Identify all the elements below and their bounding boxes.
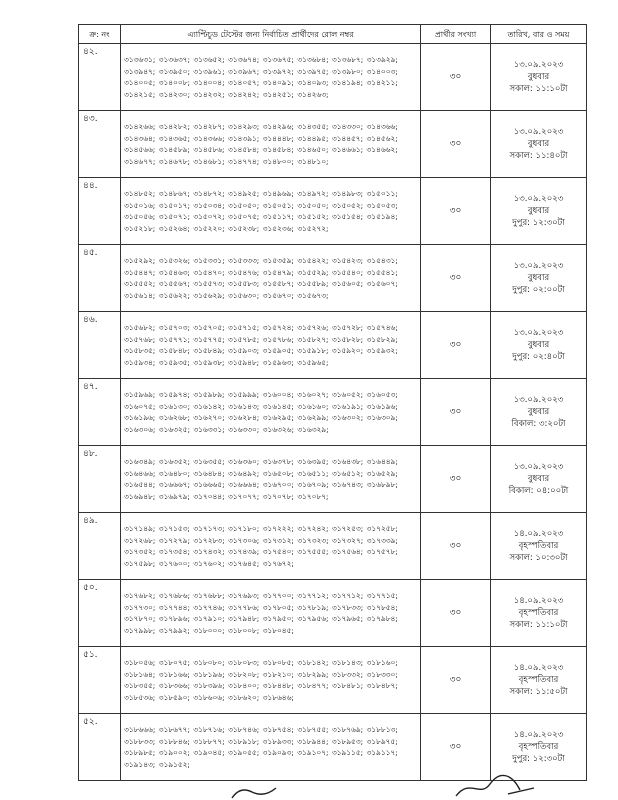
table-row <box>79 44 587 111</box>
exam-time: সকাল: ১১:১০টা <box>509 84 568 94</box>
serial-number: ৪৮. <box>79 446 121 513</box>
serial-number: ৪৬. <box>79 312 121 379</box>
exam-date: ১৪.০৯.২০২৩ <box>513 663 564 673</box>
roll-numbers: ৩১৬৩৪৯; ৩১৬৩৫২; ৩১৬৩৫৫; ৩১৬৩৬০; ৩১৬৩৭৮; ৩১৬৩৯৫; ৩১৬৪৩৮; ৩১৬৪৪৯; ৩১৬৪৬৬; ৩১৬৪৮০; ৩১৬৪৮৪; ৩১৬৪৯২; ৩১৬৫০৮; ৩১৬৫১১; ৩১৬৫১২; ৩১৬৫২৯; ৩১৬৫৪৪; ৩১৬৬৬৭; ৩১৬৬৬৫; ৩১৬৬৬৪; ৩১৬৭০০; ৩১৬৭০৯; ৩১৬৭৪৩; ৩১৬৮৯৮; ৩১৬৯৪৮; ৩১৬৯৭৯; ৩১৭০৪৪; ৩১৭০৭৭; ৩১৭০৭৮; ৩১৭০৮৭; <box>121 446 421 513</box>
date-time-cell <box>491 379 587 446</box>
exam-time: দুপুর: ০২:০০টা <box>512 285 565 295</box>
roll-numbers: ৩১৩৬৩১; ৩১৩৬৩৭; ৩১৩৬৫২; ৩১৩৬৭৪; ৩১৩৬৭৫; ৩১৩৬৮৪; ৩১৩৬৮৭; ৩১৩৯২৯; ৩১৩৯৪৭; ৩১৩৯৫০; ৩১৩৯৬১; ৩১৩৯৬৭; ৩১৩৯৭২; ৩১৩৯৭৫; ৩১৩৯৮০; ৩১৪০০৩; ৩১৪০০৫; ৩১৪০০৮; ৩১৪০০৪; ৩১৪০৫৭; ৩১৪০৯১; ৩১৪০৯৩; ৩১৪১৯৪; ৩১৪২১১; ৩১৪২১৫; ৩১৪২৩০; ৩১৪২৩২; ৩১৪২৪২; ৩১৪২৫১; ৩১৪২৬৩; <box>121 44 421 111</box>
exam-day: বুধবার <box>527 72 550 82</box>
candidate-count: ৩০ <box>421 446 491 513</box>
header-date-day-time: তারিখ, বার ও সময় <box>491 25 587 44</box>
candidate-count: ৩০ <box>421 513 491 580</box>
table-row <box>79 111 587 178</box>
table-row <box>79 446 587 513</box>
exam-day: বুধবার <box>527 206 550 216</box>
table-row <box>79 647 587 714</box>
roll-numbers: ৩১৫২৯২; ৩১৫৩২৬; ৩১৫৩৩১; ৩১৫৩৩৩; ৩১৫৩৫৯; ৩১৫৪২২; ৩১৫৪২৩; ৩১৫৪৩১; ৩১৫৪৪৭; ৩১৫৪৬৩; ৩১৫৪৭০; ৩১৫৪৭৬; ৩১৫৪৭৯; ৩১৫৫২৯; ৩১৫৫৪০; ৩১৫৫৪১; ৩১৫৫৫২; ৩১৫৫৬৭; ৩১৫৫৭৩; ৩১৫৫৮৩; ৩১৫৫৮৭; ৩১৫৫৮৯; ৩১৫৬০৫; ৩১৫৬০৭; ৩১৫৬১৪; ৩১৫৬২২; ৩১৫৬২৯; ৩১৫৬৩০; ৩১৫৬৭০; ৩১৫৬৭৩; <box>121 245 421 312</box>
candidate-count: ৩০ <box>421 245 491 312</box>
roll-numbers: ৩১৫৬৮২; ৩১৫৭০৩; ৩১৫৭০৫; ৩১৫৭১৫; ৩১৫৭২৪; ৩১৫৭২৬; ৩১৫৭২৮; ৩১৫৭৪৬; ৩১৫৭৬৮; ৩১৫৭৭১; ৩১৫৭৭৫; ৩১৫৭৮৫; ৩১৫৭৮৬; ৩১৫৮২৭; ৩১৫৮২৮; ৩১৫৮২৯; ৩১৫৮৩৫; ৩১৫৮৪৮; ৩১৫৮৪৯; ৩১৫৯০৩; ৩১৫৯০৫; ৩১৫৯১৮; ৩১৫৯২০; ৩১৫৯৩২; ৩১৫৯৩৪; ৩১৫৯৩৫; ৩১৫৯৩৮; ৩১৫৯৪৮; ৩১৫৯৬৩; ৩১৫৯৬৫; <box>121 312 421 379</box>
date-time-cell <box>491 312 587 379</box>
candidate-count: ৩০ <box>421 714 491 781</box>
exam-day: বুধবার <box>527 340 550 350</box>
date-time-cell <box>491 580 587 647</box>
roll-numbers: ৩১৪২৬৬; ৩১৪২৮২; ৩১৪২৮৭; ৩১৪২৯৩; ৩১৪২৯৬; ৩১৪৩৫৫; ৩১৪৩৩০; ৩১৪৩৬৬; ৩১৪৩৬৪; ৩১৪৩৬৫; ৩১৪৩৬৬; ৩১৪৩৯১; ৩১৪৪৪৮; ৩১৪৪৯৫; ৩১৪৪৫৭; ৩১৪৫৬২; ৩১৪৫৬৬; ৩১৪৫৮৯; ৩১৪৫৮৬; ৩১৪৫৮৪; ৩১৪৫৮৪; ৩১৪৬৫০; ৩১৪৬৬১; ৩১৪৬৬২; ৩১৪৬৭৭; ৩১৪৬৭৮; ৩১৪৬৮১; ৩১৪৭৭৪; ৩১৪৮০০; ৩১৪৮১০; <box>121 111 421 178</box>
signature-icon <box>450 770 540 800</box>
serial-number: ৪২. <box>79 44 121 111</box>
exam-time: সকাল: ১১:১০টা <box>509 620 568 630</box>
serial-number: ৪৭. <box>79 379 121 446</box>
exam-date: ১৩.০৯.২০২৩ <box>513 194 564 204</box>
table-row <box>79 379 587 446</box>
candidate-count: ৩০ <box>421 580 491 647</box>
roll-numbers: ৩১৮০৫৬; ৩১৮০৭৫; ৩১৮০৮০; ৩১৮০৮৩; ৩১৮০৮৫; ৩১৮১৪২; ৩১৮১৪৩; ৩১৮১৬০; ৩১৮১৬৪; ৩১৮১৬৬; ৩১৮১৯৬; ৩১৮২০৮; ৩১৮২১০; ৩১৮২৯৯; ৩১৮৩৩২; ৩১৮৩৩০; ৩১৮৩৫৫; ৩১৮৩৬৬; ৩১৮৩৯৬; ৩১৮৪০০; ৩১৮৪৪৮; ৩১৮৪৭৭; ৩১৮৪৮১; ৩১৮৪৮৭; ৩১৮৫৩৬; ৩১৮৫৯০; ৩১৮৬০৬; ৩১৮৬২০; ৩১৮৬৪৬; <box>121 647 421 714</box>
exam-day: বুধবার <box>527 474 550 484</box>
exam-date: ১৩.০৯.২০২৩ <box>513 328 564 338</box>
exam-date: ১৩.০৯.২০২৩ <box>513 60 564 70</box>
header-row <box>79 25 587 44</box>
table-row <box>79 580 587 647</box>
candidate-count: ৩০ <box>421 111 491 178</box>
date-time-cell <box>491 44 587 111</box>
exam-time: দুপুর: ০২:৪০টা <box>512 352 565 362</box>
candidate-count: ৩০ <box>421 312 491 379</box>
exam-day: বুধবার <box>527 407 550 417</box>
date-time-cell <box>491 111 587 178</box>
exam-date: ১৩.০৯.২০২৩ <box>513 127 564 137</box>
exam-time: সকাল: ১১:৫০টা <box>509 687 568 697</box>
exam-time: বিকাল: ০৪:০০টা <box>508 486 569 496</box>
exam-time: দুপুর: ১২:৩০টা <box>512 218 565 228</box>
exam-date: ১৪.০৯.২০২৩ <box>513 596 564 606</box>
header-roll-numbers: এ্যাপ্টিচুড টেস্টের জন্য নির্বাচিত প্রার্থীদের রোল নম্বর <box>121 25 421 44</box>
table-row <box>79 245 587 312</box>
candidate-count: ৩০ <box>421 44 491 111</box>
roll-numbers: ৩১৫৯৬৯; ৩১৫৯৭৪; ৩১৫৯৮৯; ৩১৫৯৯৯; ৩১৬০০৪; ৩১৬০২৭; ৩১৬০৫২; ৩১৬০৫৩; ৩১৬০৭৫; ৩১৬১৩০; ৩১৬১৪২; ৩১৬১৪৩; ৩১৬১৪৫; ৩১৬১৬০; ৩১৬১৯১; ৩১৬১৯৬; ৩১৬১৯৬; ৩১৬২৬৮; ৩১৬২৭০; ৩১৬২৮৪; ৩১৬২৯৫; ৩১৬২৯৯; ৩১৬৩০২; ৩১৬৩০৯; ৩১৬৩০৬; ৩১৬৩২৫; ৩১৬৩৩১; ৩১৬৩৩০; ৩১৬৩২৬; ৩১৬৩২৯; <box>121 379 421 446</box>
date-time-cell <box>491 446 587 513</box>
table-row <box>79 513 587 580</box>
exam-date: ১৪.০৯.২০২৩ <box>513 529 564 539</box>
candidate-count: ৩০ <box>421 379 491 446</box>
table-row <box>79 312 587 379</box>
header-candidate-count: প্রার্থীর সংখ্যা <box>421 25 491 44</box>
exam-date: ১৪.০৯.২০২৩ <box>513 730 564 740</box>
roll-numbers: ৩১৭১৪৯; ৩১৭১৫৩; ৩১৭১৭৩; ৩১৭১৮০; ৩১৭২২২; ৩১৭২৪২; ৩১৭২৫৩; ৩১৭২৫৮; ৩১৭২৬৮; ৩১৭২৭৯; ৩১৭২৮৩; ৩১৭৩০৬; ৩১৭৩১২; ৩১৭৩২৩; ৩১৭৩২৭; ৩১৭৩৩৯; ৩১৭৩৫২; ৩১৭৩৫৪; ৩১৭৪৩২; ৩১৭৪৩৯; ৩১৭৫৪০; ৩১৭৫৫৫; ৩১৭৫৬৪; ৩১৭৫৭৮; ৩১৭৫৯৮; ৩১৭৬০০; ৩১৭৬০২; ৩১৭৬৪৫; ৩১৭৬৭২; <box>121 513 421 580</box>
exam-time: সকাল: ১১:৪০টা <box>509 151 568 161</box>
serial-number: ৪৪. <box>79 178 121 245</box>
exam-day: বৃহস্পতিবার <box>518 675 559 685</box>
date-time-cell <box>491 513 587 580</box>
exam-date: ১৩.০৯.২০২৩ <box>513 395 564 405</box>
exam-day: বৃহস্পতিবার <box>518 742 559 752</box>
candidate-count: ৩০ <box>421 647 491 714</box>
candidate-count: ৩০ <box>421 178 491 245</box>
serial-number: ৫১. <box>79 647 121 714</box>
scan-mark-icon <box>230 782 280 800</box>
serial-number: ৪৯. <box>79 513 121 580</box>
date-time-cell <box>491 178 587 245</box>
roll-numbers: ৩১৭৬৮২; ৩১৭৬৮৬; ৩১৭৬৮৮; ৩১৭৬৯৩; ৩১৭৭০০; ৩১৭৭১২; ৩১৭৭১২; ৩১৭৭১৫; ৩১৭৭৩০; ৩১৭৭৪৪; ৩১৭৭৪৬; ৩১৭৭৮৬; ৩১৭৮০৫; ৩১৭৮১৯; ৩১৭৮৩৩; ৩১৭৮৫৪; ৩১৭৮৭০; ৩১৭৮৯৬; ৩১৭৯১০; ৩১৭৯৪৮; ৩১৭৯৫০; ৩১৭৯৫৬; ৩১৭৯৬৫; ৩১৭৯৮৪; ৩১৭৯৯৮; ৩১৭৯৯২; ৩১৮০০০; ৩১৮০০৮; ৩১৮০৪৫; <box>121 580 421 647</box>
exam-time: সকাল: ১০:৩০টা <box>509 553 568 563</box>
schedule-rows <box>79 44 587 781</box>
date-time-cell <box>491 245 587 312</box>
date-time-cell <box>491 647 587 714</box>
exam-day: বুধবার <box>527 273 550 283</box>
serial-number: ৫০. <box>79 580 121 647</box>
exam-date: ১৩.০৯.২০২৩ <box>513 462 564 472</box>
schedule-table <box>78 24 587 781</box>
roll-numbers: ৩১৪৮৫২; ৩১৪৮৬৭; ৩১৪৮৭২; ৩১৪৯২৫; ৩১৪৯৬৯; ৩১৪৯৭২; ৩১৪৯৮৩; ৩১৫০১১; ৩১৫০১৬; ৩১৫০১৭; ৩১৫০৩৪; ৩১৫০৫০; ৩১৫০৫১; ৩১৫০৫০; ৩১৫০৫২; ৩১৫০৫৩; ৩১৫০৫৬; ৩১৫০৭১; ৩১৫০৭২; ৩১৫০৭৫; ৩১৫১১৭; ৩১৫১৫২; ৩১৫১৫৪; ৩১৫১৯৪; ৩১৫২১৮; ৩১৫২৬৪; ৩১৫২২০; ৩১৫২৩৮; ৩১৫২৩৬; ৩১৫২৭২; <box>121 178 421 245</box>
roll-numbers: ৩১৮৬৬৬; ৩১৮৬৭৭; ৩১৮৭১৬; ৩১৮৭৪৬; ৩১৮৭৫৪; ৩১৮৭৫৫; ৩১৮৭৬৯; ৩১৮৮১৩; ৩১৮৮৩৩; ৩১৮৮৪৬; ৩১৮৮৭৭; ৩১৮৯১৮; ৩১৮৯৩৩; ৩১৮৯৪৪; ৩১৮৯৫৩; ৩১৮৯৭৫; ৩১৮৯৮৫; ৩১৯০০২; ৩১৯০৪৫; ৩১৯০৫৫; ৩১৯০৯৩; ৩১৯১০৭; ৩১৯১১৫; ৩১৯১১৭; ৩১৯১৪৩; ৩১৯১৫২; <box>121 714 421 781</box>
exam-date: ১৩.০৯.২০২৩ <box>513 261 564 271</box>
exam-time: দুপুর: ১২:৩০টা <box>512 754 565 764</box>
schedule-sheet <box>78 24 586 781</box>
exam-day: বৃহস্পতিবার <box>518 608 559 618</box>
exam-day: বৃহস্পতিবার <box>518 541 559 551</box>
serial-number: ৫২. <box>79 714 121 781</box>
exam-time: বিকাল: ৩:২০টা <box>511 419 566 429</box>
table-row <box>79 178 587 245</box>
exam-day: বুধবার <box>527 139 550 149</box>
serial-number: ৪৩. <box>79 111 121 178</box>
header-serial: ক্র: নং <box>79 25 121 44</box>
serial-number: ৪৫. <box>79 245 121 312</box>
